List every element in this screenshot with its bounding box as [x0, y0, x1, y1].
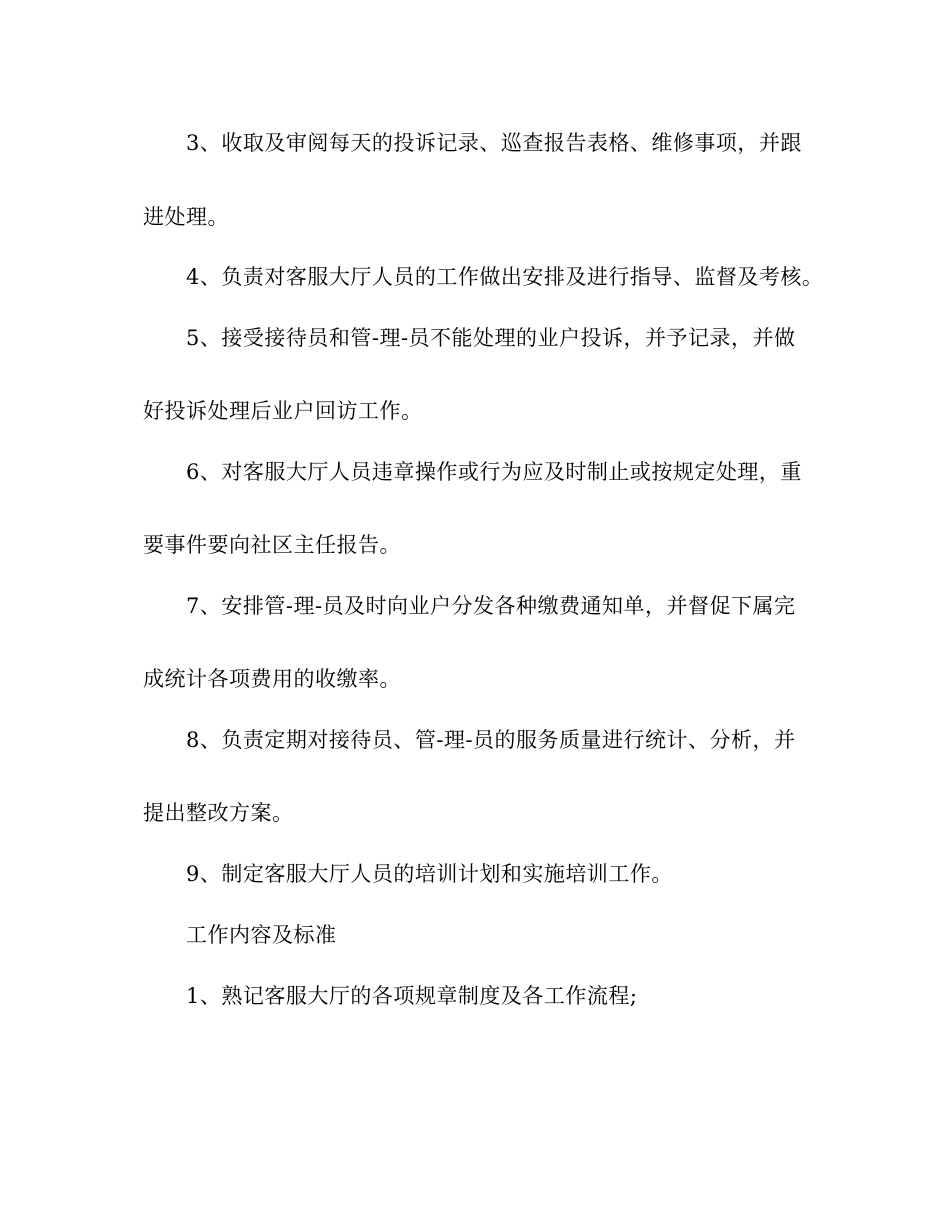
paragraph-line: 1、熟记客服大厅的各项规章制度及各工作流程;: [186, 984, 638, 1008]
paragraph-line: 3、收取及审阅每天的投诉记录、巡查报告表格、维修事项，并跟: [186, 131, 802, 155]
paragraph-line: 好投诉处理后业户回访工作。: [143, 399, 423, 423]
paragraph-line: 成统计各项费用的收缴率。: [143, 667, 401, 691]
paragraph-line: 4、负责对客服大厅人员的工作做出安排及进行指导、监督及考核。: [186, 265, 824, 289]
paragraph-line: 5、接受接待员和管-理-员不能处理的业户投诉，并予记录，并做: [186, 326, 796, 350]
paragraph-line: 8、负责定期对接待员、管-理-员的服务质量进行统计、分析，并: [186, 728, 796, 752]
paragraph-line: 提出整改方案。: [143, 801, 294, 825]
paragraph-line: 9、制定客服大厅人员的培训计划和实施培训工作。: [186, 862, 673, 886]
section-heading: 工作内容及标准: [186, 923, 337, 947]
paragraph-line: 进处理。: [143, 205, 229, 229]
paragraph-line: 要事件要向社区主任报告。: [143, 533, 401, 557]
paragraph-line: 6、对客服大厅人员违章操作或行为应及时制止或按规定处理，重: [186, 460, 802, 484]
paragraph-line: 7、安排管-理-员及时向业户分发各种缴费通知单，并督促下属完: [186, 594, 796, 618]
